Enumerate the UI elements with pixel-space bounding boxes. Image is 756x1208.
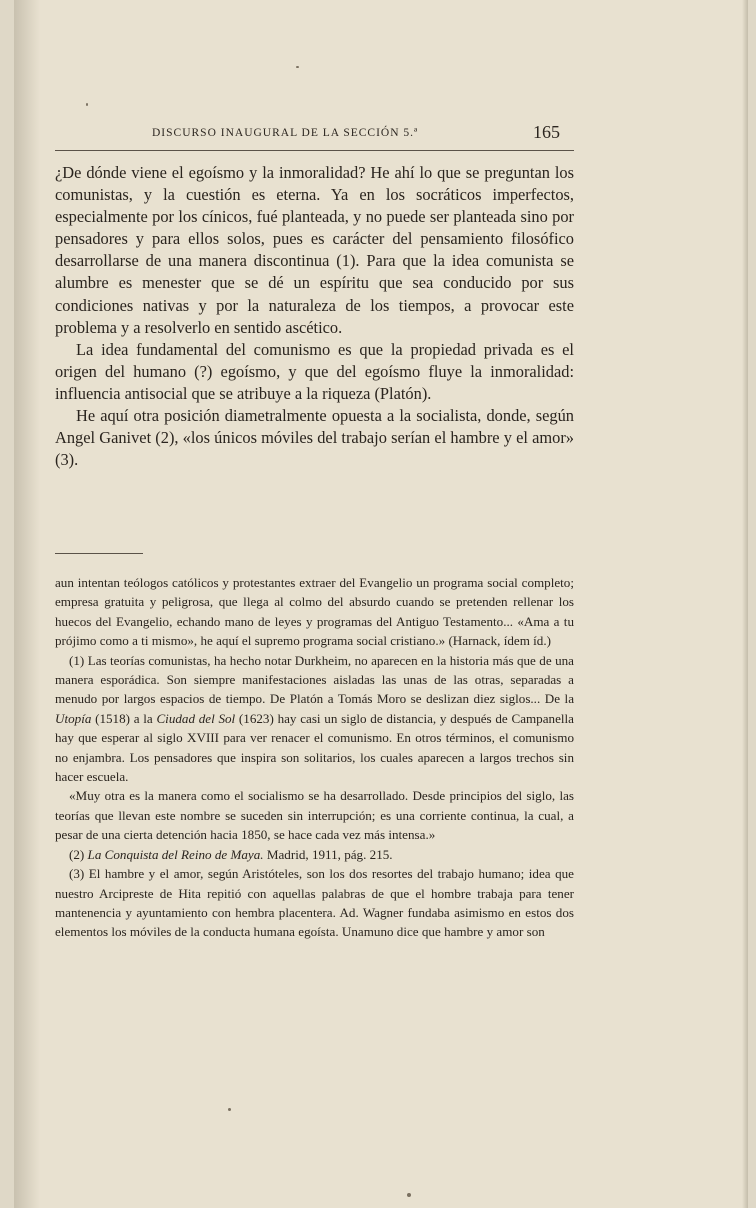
- paper-speck: [228, 1108, 231, 1111]
- footnote-1-quote: «Muy otra es la manera como el socialismo se ha desarrollado. Desde principios del siglo, las teorías que llevan este nombre se suceden sin interrupción; es una corriente continua, la cual, a pesar de una cierta detención hacia 1850, se hace cada vez más intensa.»: [55, 788, 574, 843]
- paper-speck: [86, 103, 88, 106]
- paper-speck: [296, 66, 299, 68]
- paragraph: He aquí otra posición diametralmente opuesta a la socialista, donde, según Angel Ganivet (2), «los únicos móviles del trabajo serían el hambre y el amor» (3).: [55, 406, 574, 470]
- book-title: Ciudad del Sol: [156, 710, 236, 726]
- footnote-continuation: aun intentan teólogos católicos y protestantes extraer del Evangelio un programa social completo; empresa gratuita y peligrosa, que llega al colmo del absurdo cuando se pretenden rellenar los huecos del Evangelio, echando mano de leyes y programas del Antiguo Testamento... «Ama a tu prójimo como a ti mismo», he aquí el supremo programa social cristiano.» (Harnack, ídem íd.): [55, 575, 574, 649]
- paragraph: La idea fundamental del comunismo es que la propiedad privada es el origen del humano (?) egoísmo, y que del egoísmo fluye la inmoralidad: influencia antisocial que se atribuye a la riqueza (Platón).: [55, 339, 574, 403]
- footnote-2: [55, 845, 574, 864]
- footnote-text: (1) Las teorías comunistas, ha hecho notar Durkheim, no aparecen en la historia más que de una manera esporádica. Son siempre manifestaciones aisladas las unas de las otras, separadas a menudo por largos espacios de tiempo. De Platón a Tomás Moro se deslizan diez siglos... De la: [55, 652, 574, 707]
- book-title: Utopía: [55, 710, 92, 726]
- paper-speck: [407, 1193, 411, 1197]
- page-number: 165: [533, 122, 560, 142]
- main-text: [55, 162, 574, 471]
- footnote-text: (1518) a la: [91, 710, 157, 726]
- running-head: DISCURSO INAUGURAL DE LA SECCIÓN 5.ª: [152, 127, 419, 139]
- footnotes: [55, 573, 574, 942]
- footnote-3: (3) El hambre y el amor, según Aristóteles, son los dos resortes del trabajo humano; idea que nuestro Arcipreste de Hita repitió con aquellas palabras de que el hombre trabaja para tener mantenencia y ayuntamiento con hembra placentera. Ad. Wagner fundaba asimismo en estos dos elementos los móviles de la conducta humana egoísta. Unamuno dice que hambre y amor son: [55, 866, 574, 940]
- footnote-1: [55, 651, 574, 787]
- paragraph: ¿De dónde viene el egoísmo y la inmoralidad? He ahí lo que se preguntan los comunistas, y la cuestión es eterna. Ya en los socráticos imperfectos, especialmente por los cínicos, fué planteada, y no puede ser planteada sino por pensadores y para ellos solos, pues es carácter del pensamiento filosófico desarrollarse de una manera discontinua (1). Para que la idea comunista se alumbre es menester que se dé un espíritu que sea conducido por sus condiciones nativas y por la naturaleza de los tiempos, a provocar este problema y a resolverlo en sentido ascético.: [55, 163, 574, 337]
- footnote-marker: (2): [69, 846, 88, 862]
- header-rule: [55, 150, 574, 151]
- footnote-text: (1623) hay casi un siglo de distancia, y después de Campanella hay que esperar al siglo XVIII para ver renacer el comunismo. En otros términos, el comunismo no enjambra. Los pensadores que inspira son solitarios, los cuales aparecen a largos trechos sin hacer escuela.: [55, 710, 574, 785]
- footnote-rule: [55, 553, 143, 554]
- book-title: La Conquista del Reino de Maya.: [87, 846, 264, 862]
- page-header: [152, 122, 560, 147]
- book-page: [14, 0, 748, 1208]
- footnote-text: Madrid, 1911, pág. 215.: [263, 846, 393, 862]
